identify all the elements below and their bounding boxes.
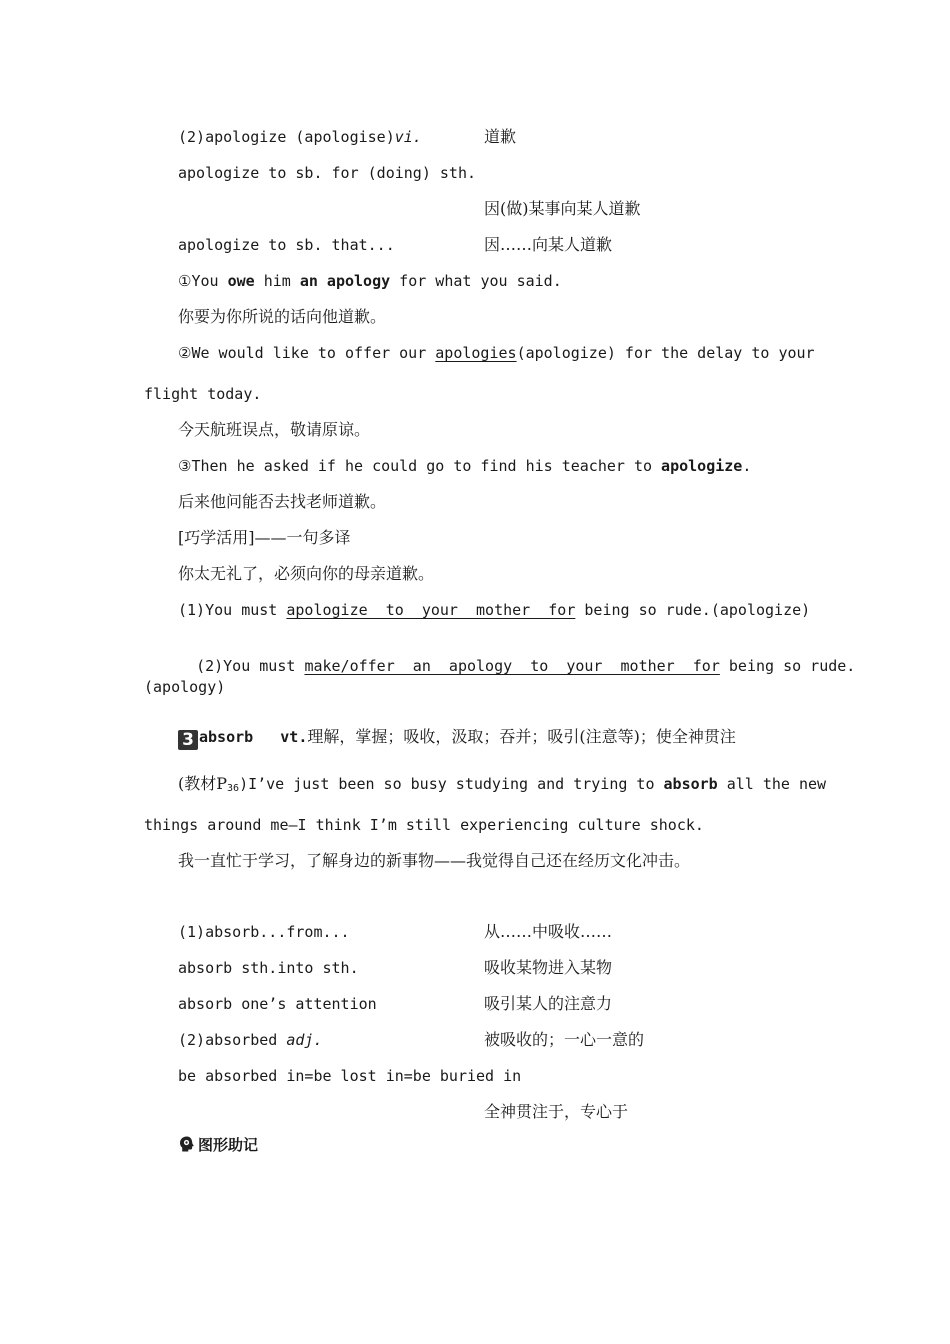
text-segment: being so rude.(apologize) (575, 601, 811, 619)
practice-sentence: 你太无礼了，必须向你的母亲道歉。 (178, 564, 435, 583)
phrase-equivalence: be absorbed in=be lost in=be buried in (178, 1067, 522, 1085)
underlined-answer: apologize to your mother for (286, 601, 576, 619)
example-sentence (178, 271, 562, 291)
entry-word: absorbed (205, 1031, 278, 1049)
entry-pos: adj. (286, 1031, 323, 1049)
bold-word: an apology (299, 272, 391, 290)
entry-number: (2) (178, 128, 206, 146)
example-sentence-cont: flight today. (144, 385, 262, 403)
underlined-answer: make/offer an apology to your mother for (304, 657, 720, 675)
phrase-cn: 吸收某物进入某物 (484, 958, 613, 977)
phrase-en: (1)absorb...from... (178, 923, 350, 941)
bold-word: apologize (661, 457, 743, 475)
bold-word: absorb (663, 775, 718, 793)
phrase-en: apologize to sb. for (doing) sth. (178, 164, 477, 182)
phrase-cn: 全神贯注于，专心于 (484, 1102, 629, 1121)
text-segment: ③Then he asked if he could go to find his teacher to (178, 457, 662, 475)
text-segment: (1)You must (178, 601, 287, 619)
entry-pos: vt. (280, 728, 308, 746)
phrase-cn: 从……中吸收…… (484, 922, 613, 941)
translation-2-cont: (apology) (144, 678, 226, 696)
text-segment: for what you said. (390, 272, 562, 290)
text-segment: . (742, 457, 752, 475)
text-segment: all the new (717, 775, 827, 793)
quote-translation: 我一直忙于学习，了解身边的新事物——我觉得自己还在经历文化冲击。 (178, 851, 691, 870)
example-sentence (178, 456, 751, 476)
entry-absorb (178, 727, 736, 750)
translation-2 (178, 636, 856, 676)
textbook-quote-cont: things around me—I think I’m still experiencing culture shock. (144, 816, 704, 834)
phrase-cn: 吸引某人的注意力 (484, 994, 613, 1013)
textbook-quote (178, 774, 827, 799)
entry-word: apologize (apologise) (205, 128, 395, 146)
phrase-en: absorb one’s attention (178, 995, 377, 1013)
text-segment: ①You (178, 272, 228, 290)
text-segment: ) (239, 775, 249, 793)
text-segment: being so rude. (719, 657, 856, 675)
phrase-en: absorb sth.into sth. (178, 959, 359, 977)
source-label: (教材P (178, 774, 228, 793)
example-translation: 你要为你所说的话向他道歉。 (178, 307, 387, 326)
entry-meaning: 被吸收的；一心一意的 (484, 1030, 645, 1049)
number-3-badge: 3 (178, 730, 198, 750)
bold-word: owe (227, 272, 255, 290)
underlined-answer: apologies (435, 344, 517, 362)
page-number: 36 (227, 783, 240, 794)
entry-apologize (178, 127, 422, 147)
text-segment: (2)You must (196, 657, 305, 675)
translation-1 (178, 600, 810, 620)
example-sentence (178, 343, 815, 363)
entry-absorbed (178, 1030, 323, 1050)
example-translation: 后来他问能否去找老师道歉。 (178, 492, 387, 511)
entry-number: (2) (178, 1031, 206, 1049)
text-segment: him (254, 272, 300, 290)
text-segment: I’ve just been so busy studying and trying to (248, 775, 664, 793)
text-segment: (apologize) for the delay to your (516, 344, 815, 362)
phrase-cn: 因……向某人道歉 (484, 235, 613, 254)
memo-heading (178, 1135, 258, 1158)
entry-meaning: 道歉 (484, 127, 517, 146)
text-segment: ②We would like to offer our (178, 344, 436, 362)
entry-word: absorb (199, 728, 254, 746)
example-translation: 今天航班误点，敬请原谅。 (178, 420, 371, 439)
memo-heading-text: 图形助记 (198, 1136, 259, 1154)
phrase-cn: 因(做)某事向某人道歉 (484, 199, 641, 218)
entry-meaning: 理解，掌握；吸收，汲取；吞并；吸引(注意等)；使全神贯注 (307, 727, 736, 746)
head-brain-icon (178, 1135, 196, 1158)
phrase-en: apologize to sb. that... (178, 236, 395, 254)
entry-pos: vi. (394, 128, 422, 146)
practice-heading: [巧学活用]——一句多译 (178, 528, 351, 547)
